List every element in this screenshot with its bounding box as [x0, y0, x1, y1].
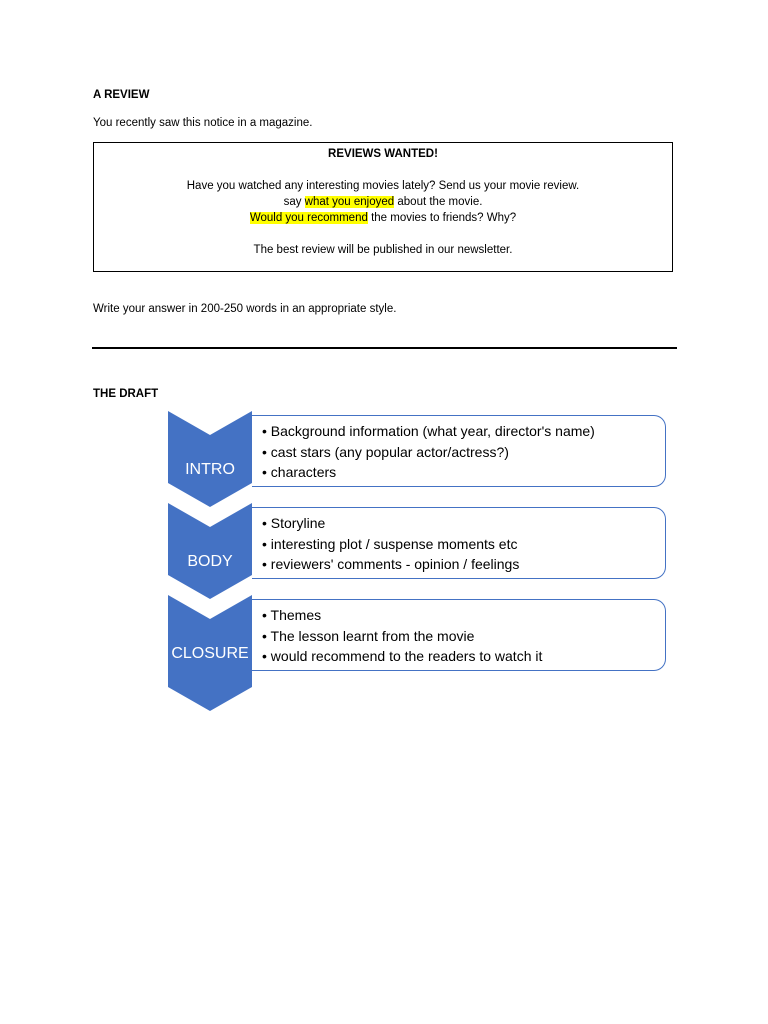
notice-line-2: [94, 194, 672, 210]
chevron-body: [168, 503, 252, 599]
list-item: • would recommend to the readers to watch it: [262, 648, 543, 664]
list-item: • cast stars (any popular actor/actress?): [262, 443, 509, 460]
chevron-intro: [168, 411, 252, 507]
list-item: • characters: [262, 464, 337, 480]
draft-flow-diagram: [150, 405, 680, 725]
chevron-label-closure: CLOSURE: [171, 645, 249, 662]
chevron-label-body: BODY: [187, 553, 233, 570]
intro-text: You recently saw this notice in a magazine.: [93, 117, 313, 129]
notice-highlight-recommend: Would you recommend: [249, 212, 368, 224]
notice-line-4: The best review will be published in our newsletter.: [253, 244, 513, 256]
list-item: • interesting plot / suspense moments etc: [262, 535, 518, 552]
chevron-label-intro: INTRO: [185, 461, 235, 478]
list-item: • Themes: [262, 607, 322, 623]
list-item: • reviewers' comments - opinion / feelings: [262, 556, 520, 572]
list-item: • The lesson learnt from the movie: [262, 627, 475, 644]
notice-title: REVIEWS WANTED!: [328, 148, 438, 160]
list-item: • Background information (what year, director's name): [262, 423, 595, 439]
body-content-box: [252, 507, 666, 579]
notice-highlight-enjoyed: what you enjoyed: [304, 196, 395, 208]
notice-line-3: [94, 210, 672, 226]
section-heading: A REVIEW: [93, 89, 150, 101]
closure-content-box: [252, 599, 666, 671]
instruction-text: Write your answer in 200-250 words in an appropriate style.: [93, 303, 397, 315]
notice-line-2-post: about the movie.: [394, 196, 483, 208]
draft-heading: THE DRAFT: [93, 388, 159, 400]
notice-box: [93, 142, 673, 272]
notice-line-1: Have you watched any interesting movies lately? Send us your movie review.: [186, 180, 580, 192]
divider-line: [92, 347, 677, 349]
intro-content-box: [252, 415, 666, 487]
list-item: • Storyline: [262, 515, 326, 531]
notice-line-2-pre: say: [283, 196, 305, 208]
notice-line-3-post: the movies to friends? Why?: [367, 212, 517, 224]
